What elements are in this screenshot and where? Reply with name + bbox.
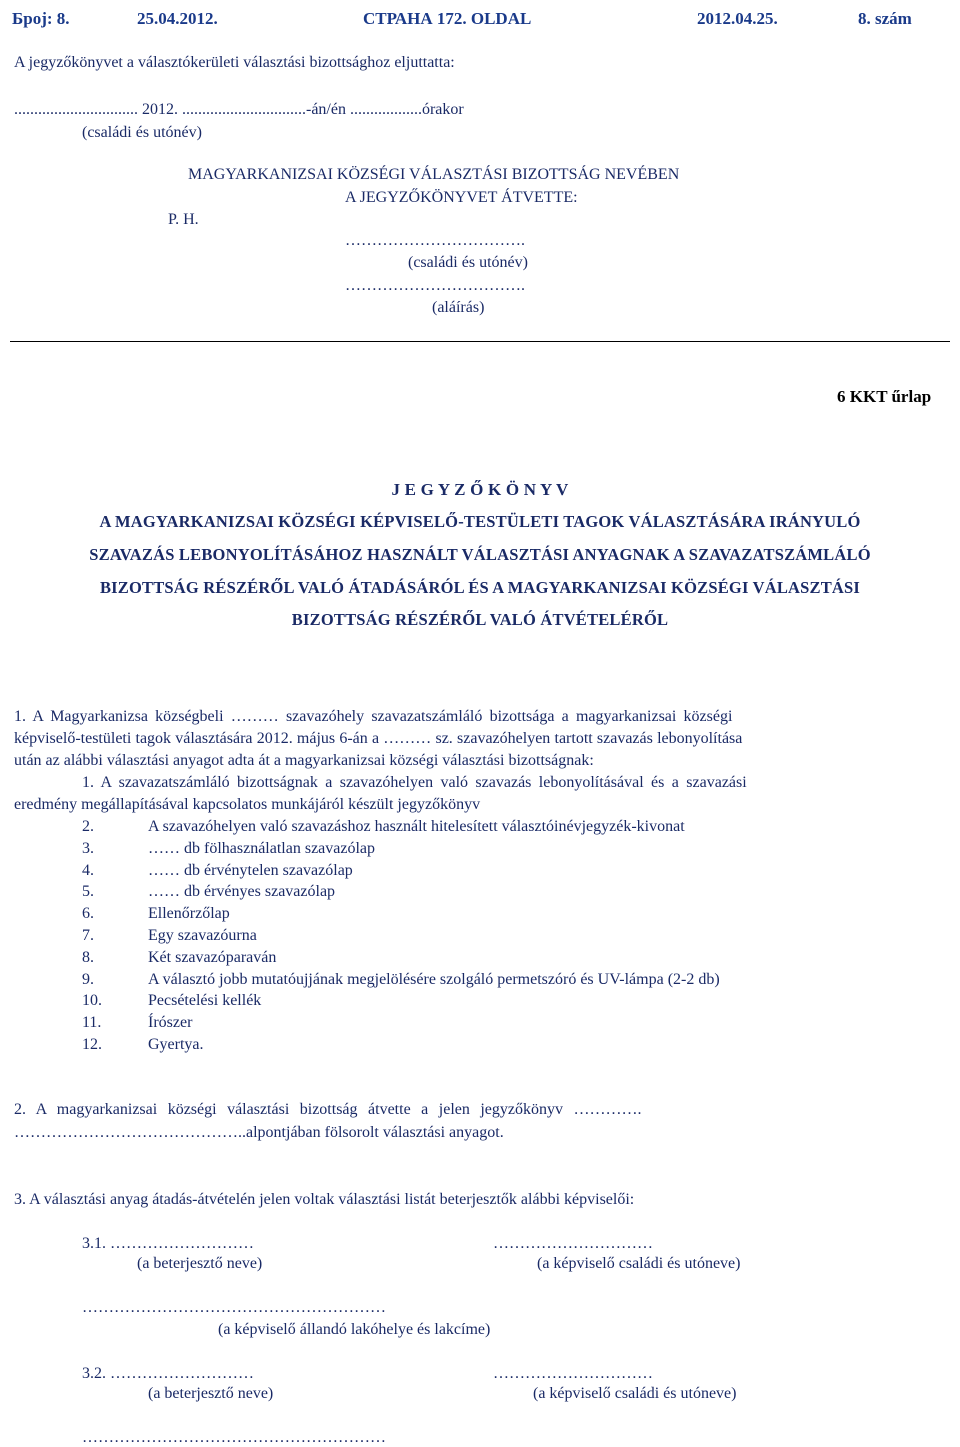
delivery-name-label: (családi és utónév) <box>82 124 202 141</box>
list-item-text: Ellenőrzőlap <box>148 905 230 923</box>
section1-line-3: után az alábbi választási anyagot adta át a magyarkanizsai községi választási bizottságnak: <box>14 752 594 769</box>
document-title: J E G Y Z Ő K Ö N Y V <box>391 480 569 499</box>
seal-placeholder: P. H. <box>168 211 199 228</box>
list-item-text: Gyertya. <box>148 1036 204 1053</box>
signature-label: (aláírás) <box>432 299 485 316</box>
list-item-text: Egy szavazóurna <box>148 927 257 944</box>
list-item-number: 4. <box>82 861 94 879</box>
rep-name-label: (a képviselő családi és utóneve) <box>537 1255 741 1272</box>
submitter-label-2: (a beterjesztő neve) <box>148 1385 274 1402</box>
section3-line-1: 3. A választási anyag átadás-átvételén jelen voltak választási listát beterjesztők alábbi képviselői: <box>14 1191 635 1208</box>
divider <box>10 341 950 342</box>
list-item-text: …… db érvényes szavazólap <box>148 883 336 901</box>
title-line-1: A MAGYARKANIZSAI KÖZSÉGI KÉPVISELŐ-TESTÜLETI TAGOK VÁLASZTÁSÁRA IRÁNYULÓ <box>99 512 861 531</box>
title-line-4: BIZOTTSÁG RÉSZÉRŐL VALÓ ÁTVÉTELÉRŐL <box>291 610 669 629</box>
list-item-text: …… db fölhasználatlan szavazólap <box>148 839 376 857</box>
list-item-number: 9. <box>82 970 94 988</box>
received-by: A JEGYZŐKÖNYVET ÁTVETTE: <box>345 189 578 206</box>
list-item-text: A választó jobb mutatóujjának megjelölésére szolgáló permetszóró és UV-lámpa (2-2 db) <box>148 970 720 988</box>
receiver-name-label: (családi és utónév) <box>408 254 528 271</box>
list-item-text: …… db érvénytelen szavazólap <box>148 861 353 879</box>
rep-address-label: (a képviselő állandó lakóhelye és lakcíme) <box>218 1321 491 1338</box>
list-item-text: Írószer <box>148 1014 193 1032</box>
rep1-dots: 3.1. ……………………… <box>82 1235 254 1252</box>
section1-line-1: 1. A Magyarkanizsa községbeli ……… szavazóhely szavazatszámláló bizottsága a magyarkanizsai községi <box>14 708 733 725</box>
section1-line-2: képviselő-testületi tagok választására 2012. május 6-án a ……… sz. szavazóhelyen tartott szavazás lebonyolítása <box>14 730 743 747</box>
issue-number-2: 8. szám <box>858 9 912 28</box>
committee-name: MAGYARKANIZSAI KÖZSÉGI VÁLASZTÁSI BIZOTTSÁG NEVÉBEN <box>188 166 680 183</box>
issue-number: Број: 8. <box>12 9 70 28</box>
rep2-name-dots: ………………………… <box>493 1365 653 1382</box>
list-item-1b: eredmény megállapításával kapcsolatos munkájáról készült jegyzőkönyv <box>14 796 481 813</box>
rep1-name-dots: ………………………… <box>493 1235 653 1252</box>
rep-name-label-2: (a képviselő családi és utóneve) <box>533 1385 737 1402</box>
page-number: СТРАНА 172. OLDAL <box>363 9 532 28</box>
list-item-number: 12. <box>82 1036 102 1053</box>
submitter-label: (a beterjesztő neve) <box>137 1255 263 1272</box>
issue-date: 25.04.2012. <box>137 9 218 28</box>
list-item-text: Két szavazóparaván <box>148 948 277 966</box>
list-item-number: 11. <box>82 1014 102 1032</box>
rep1-address-dots: ………………………………………………… <box>82 1299 386 1316</box>
section2-line-1: 2. A magyarkanizsai községi választási bizottság átvette a jelen jegyzőkönyv …………. <box>14 1101 642 1118</box>
delivery-date-line: ............................... 2012. ...............................-án/én ..................órakor <box>14 101 464 118</box>
issue-date-2: 2012.04.25. <box>697 9 778 28</box>
rep2-dots: 3.2. ……………………… <box>82 1365 254 1382</box>
list-item-text: Pecsételési kellék <box>148 992 262 1010</box>
list-item-number: 3. <box>82 839 94 857</box>
receiver-name-dots: ……………………………. <box>345 232 525 249</box>
list-item-text: A szavazóhelyen való szavazáshoz használt hitelesített választóinévjegyzék-kivonat <box>148 818 685 835</box>
section2-line-2: ……………………………………..alpontjában fölsorolt választási anyagot. <box>14 1124 504 1141</box>
list-item-number: 10. <box>82 992 102 1010</box>
title-line-2: SZAVAZÁS LEBONYOLÍTÁSÁHOZ HASZNÁLT VÁLASZTÁSI ANYAGNAK A SZAVAZATSZÁMLÁLÓ <box>89 545 871 564</box>
form-label: 6 KKT űrlap <box>837 387 932 406</box>
list-item-number: 6. <box>82 905 94 923</box>
title-line-3: BIZOTTSÁG RÉSZÉRŐL VALÓ ÁTADÁSÁRÓL ÉS A MAGYARKANIZSAI KÖZSÉGI VÁLASZTÁSI <box>99 578 861 597</box>
list-item-number: 8. <box>82 948 94 966</box>
rep2-address-dots: ………………………………………………… <box>82 1429 386 1446</box>
list-item-number: 7. <box>82 927 94 944</box>
delivery-line: A jegyzőkönyvet a választókerületi választási bizottsághoz eljuttatta: <box>14 54 455 71</box>
list-item-number: 5. <box>82 883 94 901</box>
list-item-number: 2. <box>82 818 94 835</box>
signature-dots: ……………………………. <box>345 277 525 294</box>
list-item-1a: 1. A szavazatszámláló bizottságnak a szavazóhelyen való szavazás lebonyolításával és a szavazási <box>82 774 747 791</box>
